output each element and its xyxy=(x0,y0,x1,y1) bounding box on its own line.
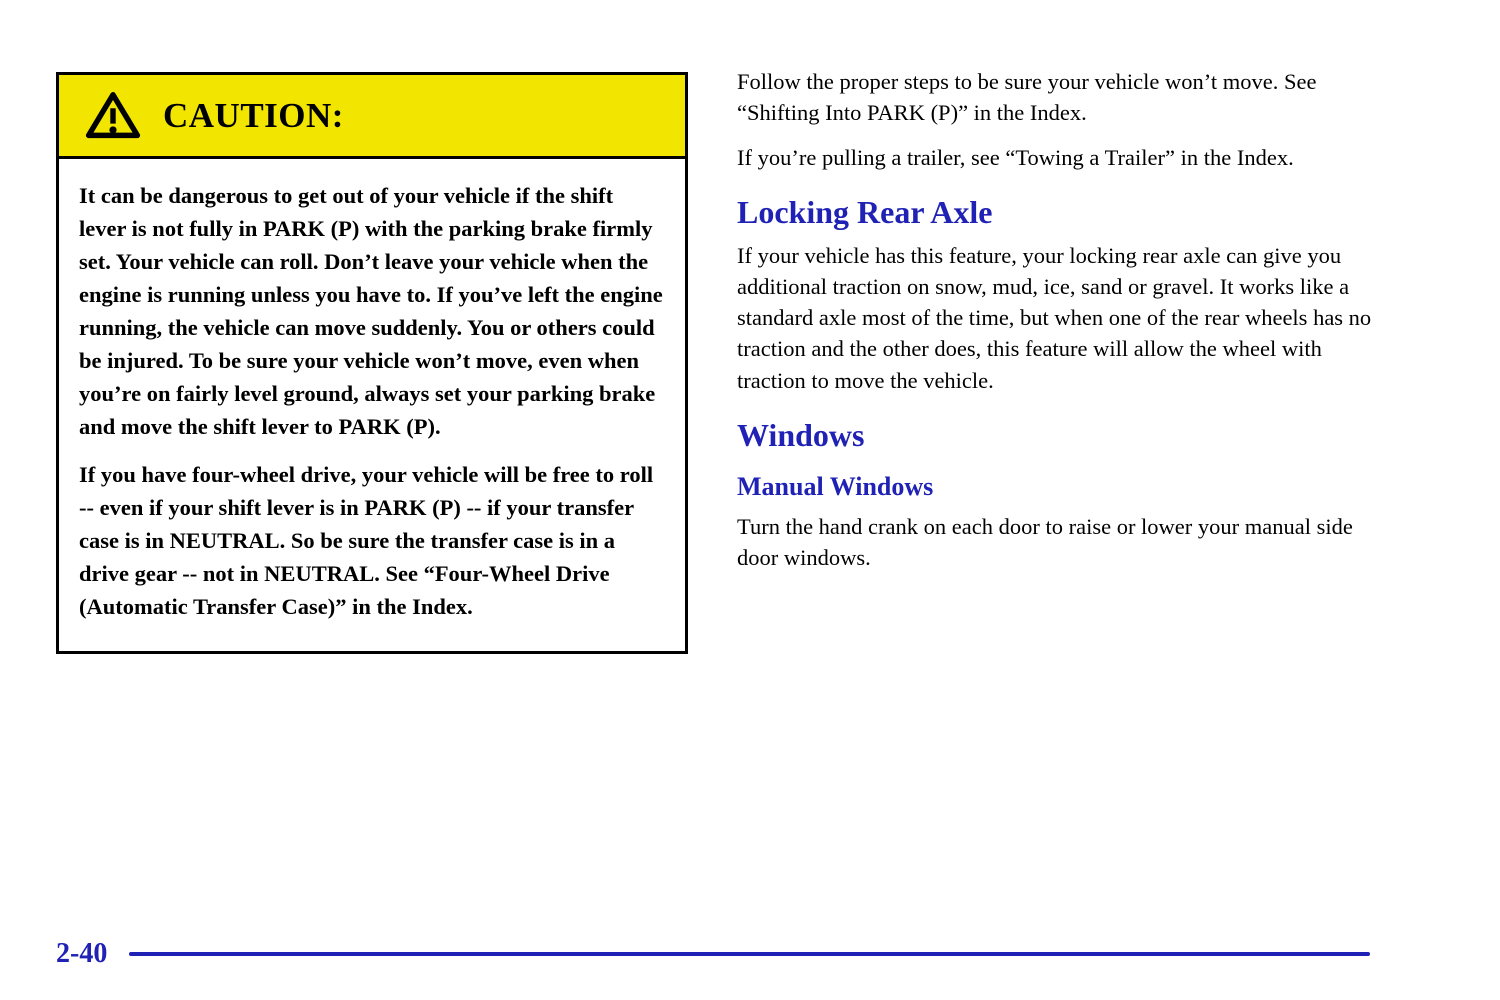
caution-box xyxy=(56,72,688,654)
body-paragraph: If you’re pulling a trailer, see “Towing a Trailer” in the Index. xyxy=(737,145,1294,171)
caution-header xyxy=(59,75,685,159)
subsection-heading-manual-windows: Manual Windows xyxy=(737,471,934,501)
footer-rule xyxy=(129,952,1370,956)
page-number: 2-40 xyxy=(56,938,108,969)
section-heading-windows: Windows xyxy=(737,416,865,453)
body-paragraph: If your vehicle has this feature, your locking rear axle can give you additional traction on snow, mud, ice, sand or gravel. It works like a standard axle most of the time, but when one of the rear wheels has no traction and the other does, this feature will allow the wheel with traction to move the vehicle. xyxy=(737,243,1372,393)
body-paragraph: Turn the hand crank on each door to raise or lower your manual side door windows. xyxy=(737,514,1353,571)
caution-paragraph: If you have four-wheel drive, your vehicle will be free to roll -- even if your shift lever is in PARK (P) -- if your transfer case is in NEUTRAL. So be sure the transfer case is in a drive gear -- not in NEUTRAL. See “Four-Wheel Drive (Automatic Transfer Case)” in the Index. xyxy=(79,461,654,619)
page-footer xyxy=(56,940,1370,968)
warning-triangle-icon xyxy=(85,91,141,140)
section-heading-locking-rear-axle: Locking Rear Axle xyxy=(737,194,993,231)
body-paragraph: Follow the proper steps to be sure your vehicle won’t move. See “Shifting Into PARK (P)” in the Index. xyxy=(737,69,1317,126)
right-column xyxy=(737,66,1385,587)
caution-paragraph: It can be dangerous to get out of your vehicle if the shift lever is not fully in PARK (P) with the parking brake firmly set. Your vehicle can roll. Don’t leave your vehicle when the engine is running unless you have to. If you’ve left the engine running, the vehicle can move suddenly. You or others could be injured. To be sure your vehicle won’t move, even when you’re on fairly level ground, always set your parking brake and move the shift lever to PARK (P). xyxy=(79,183,663,440)
caution-title: CAUTION: xyxy=(163,95,344,135)
caution-body xyxy=(59,159,685,651)
